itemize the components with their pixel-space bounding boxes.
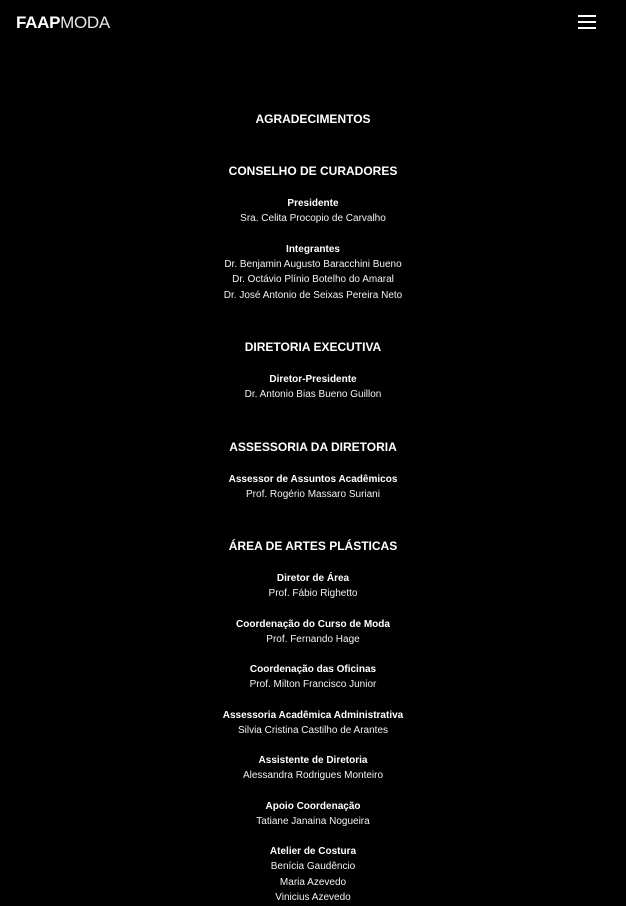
- role-title: Diretor-Presidente: [269, 374, 357, 385]
- person-name: Vinicius Azevedo: [275, 892, 351, 903]
- role-title: Assistente de Diretoria: [258, 755, 368, 766]
- role-title: Diretor de Área: [276, 573, 350, 584]
- person-name: Dr. Octávio Plínio Botelho do Amaral: [232, 274, 394, 285]
- section: [0, 339, 626, 403]
- section-title: DIRETORIA EXECUTIVA: [244, 340, 382, 354]
- credit-group: [0, 617, 626, 648]
- section-title: CONSELHO DE CURADORES: [228, 164, 398, 178]
- section-title: ÁREA DE ARTES PLÁSTICAS: [228, 539, 398, 553]
- person-name: Benícia Gaudêncio: [270, 861, 356, 872]
- person-name: Alessandra Rodrigues Monteiro: [242, 770, 384, 781]
- person-name: Sra. Celita Procopio de Carvalho: [240, 213, 386, 224]
- logo-bold-text: FAAP: [16, 13, 61, 32]
- credit-group: [0, 242, 626, 304]
- credit-group: [0, 708, 626, 739]
- top-bar: [0, 0, 626, 46]
- section: [0, 538, 626, 906]
- role-title: Presidente: [287, 198, 339, 209]
- acknowledgements-content: [0, 111, 626, 906]
- faap-moda-logo[interactable]: [16, 13, 110, 33]
- credit-group: [0, 662, 626, 693]
- credit-group: [0, 372, 626, 403]
- person-name: Prof. Fábio Righetto: [268, 588, 358, 599]
- credit-group: [0, 196, 626, 227]
- role-title: Coordenação do Curso de Moda: [236, 618, 390, 630]
- person-name: Silvia Cristina Castilho de Arantes: [237, 724, 389, 736]
- section-title: ASSESSORIA DA DIRETORIA: [229, 439, 397, 454]
- role-title: Assessor de Assuntos Acadêmicos: [228, 473, 398, 485]
- person-name: Prof. Fernando Hage: [266, 633, 360, 645]
- role-title: Integrantes: [286, 243, 340, 255]
- role-title: Apoio Coordenação: [265, 800, 361, 812]
- person-name: Dr. José Antonio de Seixas Pereira Neto: [223, 289, 403, 301]
- credit-group: [0, 753, 626, 784]
- role-title: Atelier de Costura: [269, 846, 357, 857]
- person-name: Tatiane Janaina Nogueira: [256, 815, 370, 827]
- credit-group: [0, 799, 626, 830]
- credit-group: [0, 472, 626, 503]
- hamburger-menu-icon[interactable]: [578, 15, 596, 29]
- credit-group: [0, 844, 626, 906]
- sections-list: [0, 163, 626, 906]
- person-name: Prof. Rogério Massaro Suriani: [246, 488, 380, 500]
- role-title: Assessoria Acadêmica Administrativa: [222, 709, 404, 721]
- section: [0, 163, 626, 303]
- credit-group: [0, 571, 626, 602]
- person-name: Dr. Benjamin Augusto Baracchini Bueno: [224, 258, 402, 270]
- person-name: Dr. Antonio Bias Bueno Guillon: [244, 389, 382, 400]
- logo-light-text: MODA: [60, 13, 110, 32]
- person-name: Prof. Milton Francisco Junior: [249, 679, 377, 690]
- section: [0, 439, 626, 503]
- role-title: Coordenação das Oficinas: [249, 664, 377, 675]
- person-name: Maria Azevedo: [279, 876, 347, 888]
- page-title: AGRADECIMENTOS: [255, 112, 371, 126]
